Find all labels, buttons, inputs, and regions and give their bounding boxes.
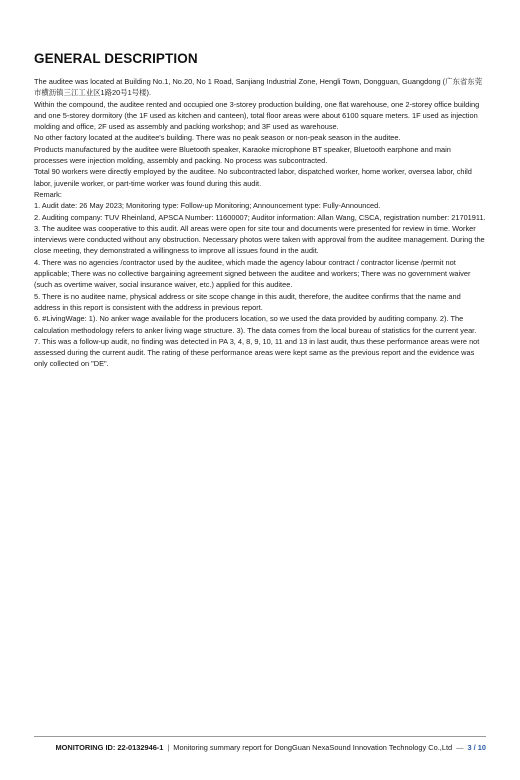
report-title: Monitoring summary report for DongGuan NexaSound Innovation Technology Co.,Ltd — [173, 743, 453, 752]
remark-item-5: 5. There is no auditee name, physical address or site scope change in this audit, therefore, the auditee confirms that the name and address in this report is consistent with the address in previous report. — [34, 291, 461, 312]
footer-separator: | — [167, 743, 170, 752]
remark-item-6: 6. #LivingWage: 1). No anker wage available for the producers location, so we used the data provided by auditing company. 2). The calculation methodology refers to anker living wage structure. 3). The data comes from the local bureau of statistics for the current year. — [34, 314, 477, 335]
page-footer — [34, 742, 486, 753]
footer-divider — [34, 736, 486, 737]
footer-dash: — — [456, 743, 464, 752]
page-number: 3 / 10 — [467, 743, 486, 752]
products-paragraph: Products manufactured by the auditee were Bluetooth speaker, Karaoke microphone BT speaker, Bluetooth earphone and main processes were injection molding, assembly and packing. No process was subcontracted. — [34, 144, 451, 166]
address-paragraph: The auditee was located at Building No.1, No.20, No 1 Road, Sanjiang Industrial Zone, Hengli Town, Dongguan, Guangdong (广东省东莞市横沥镇三江工业区1路20号1号楼). — [34, 77, 483, 98]
other-factory-paragraph: No other factory located at the auditee's building. There was no peak season or non-peak season in the auditee. — [34, 133, 401, 143]
section-heading: GENERAL DESCRIPTION — [34, 51, 198, 66]
workers-paragraph: Total 90 workers were directly employed by the auditee. No subcontracted labor, dispatched worker, home worker, oversea labor, child labor, juvenile worker, or part-time worker was found during this audit. — [34, 167, 472, 188]
remark-item-3: 3. The auditee was cooperative to this audit. All areas were open for site tour and documents were presented for review in time. Worker interviews were conducted without any obstruction. Necessary photos were taken with approval from the auditee management. During the close meeting, they demonstrated a willingness to improve all issues found in the audit. — [34, 223, 485, 256]
general-description-body — [34, 76, 486, 370]
remark-label: Remark: — [34, 189, 62, 199]
remark-item-7: 7. This was a follow-up audit, no finding was detected in PA 3, 4, 8, 9, 10, 11 and 13 in last audit, thus these performance areas were not assessed during the current audit. The rating of these performance areas were kept same as the previous report and the evidence was only collected on "DE". — [34, 336, 480, 369]
compound-paragraph: Within the compound, the auditee rented and occupied one 3-storey production building, one flat warehouse, one 2-storey office building and one 5-storey dormitory (the 1F used as kitchen and canteen), total floor areas were about 6100 square meters. 1F used as injection molding and office, 2F used as assembly and packing workshop; and 3F used as warehouse. — [34, 99, 480, 132]
monitoring-id: MONITORING ID: 22-0132946-1 — [55, 743, 164, 752]
remark-item-4: 4. There was no agencies /contractor used by the auditee, which made the agency labour contract / contractor license /permit not applicable; There was no collective bargaining agreement signed between the auditee and workers; There was no government waiver (such as overtime waiver, social insurance waiver, etc.) applied for this auditee. — [34, 257, 471, 290]
remark-item-1: 1. Audit date: 26 May 2023; Monitoring type: Follow-up Monitoring; Announcement type: Fully-Announced. — [34, 201, 381, 211]
remark-item-2: 2. Auditing company: TUV Rheinland, APSCA Number: 11600007; Auditor information: Allan Wang, CSCA, registration number: 21701911. — [34, 212, 486, 222]
